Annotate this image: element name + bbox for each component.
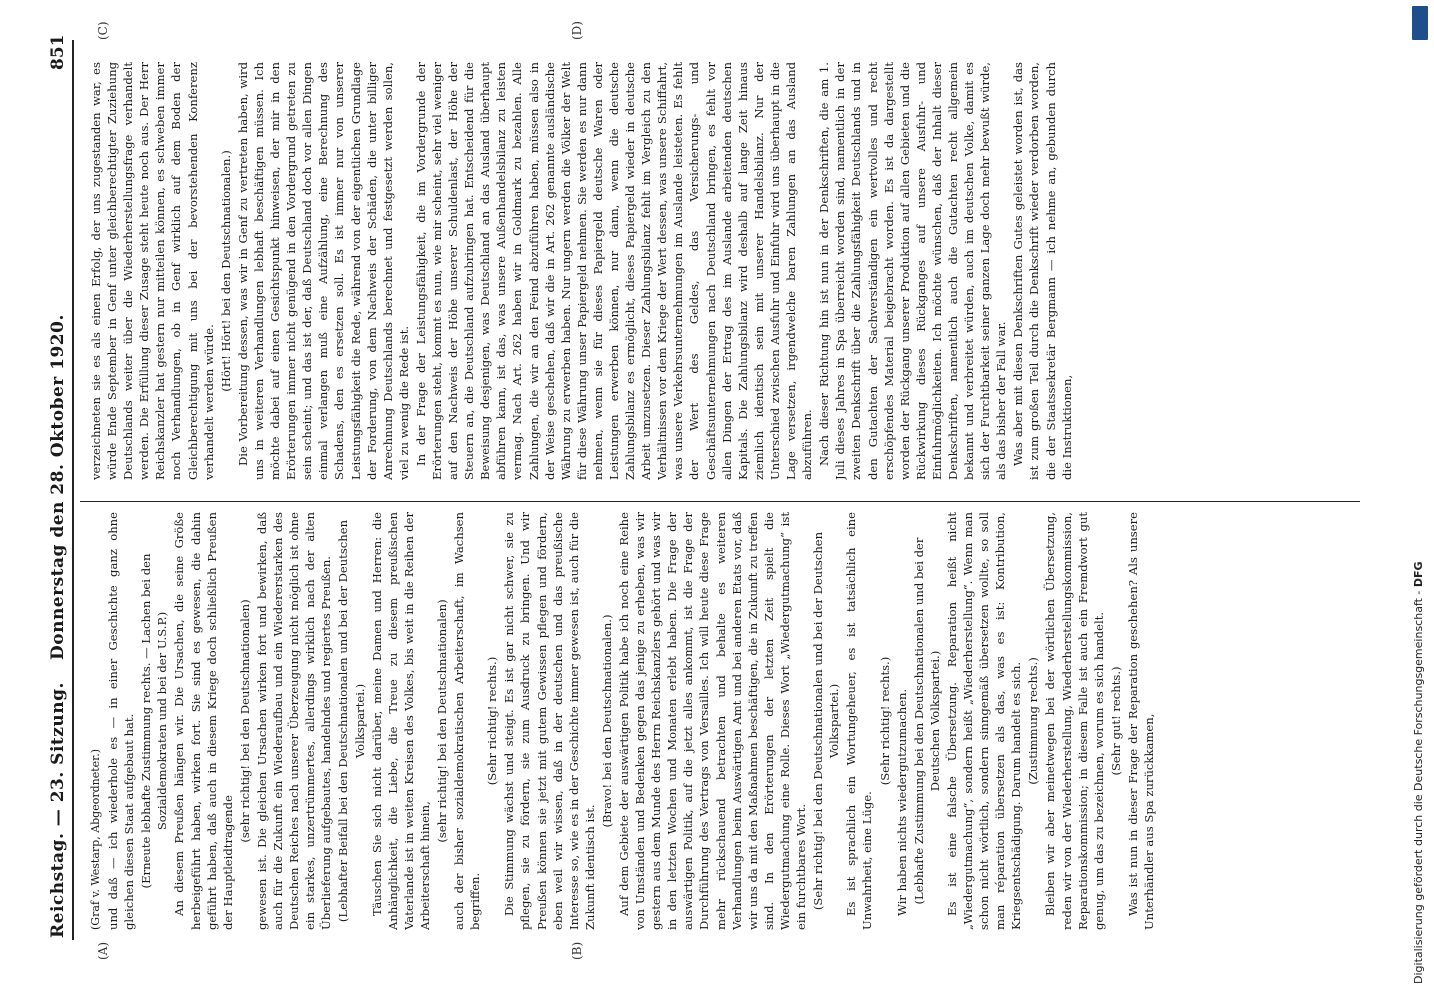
paragraph: und daß — ich wiederhole es — in einer Geschichte ganz ohne gleichen diesen Staat aufgebaut hat. [106,512,137,930]
interjection: (Sehr richtig! bei den Deutschnationalen und bei der Deutschen Volkspartei.) [811,531,842,911]
margin-marker-d: (D) [570,21,584,40]
interjection: (Sehr richtig! rechts.) [877,656,892,786]
left-text-column [88,512,1338,930]
paragraph: In der Frage der Leistungsfähigkeit, die im Vordergrunde der Erörterungen steht, kommt es nun, wie mir scheint, sehr viel weniger auf den Nachweis der Höhe unserer Schuldenlast, der Höhe der Steuern an, die Deutschland aufzubringen hat. Entscheidend für die Beweisung desjenigen, was Deutschland an das Ausland überhaupt abführen kann, ist das, was unsere Außenhandelsbilanz zu leisten vermag. Nach Art. 262 haben wir in Goldmark zu bezahlen. Alle Zahlungen, die wir an den Feind abzuführen haben, müssen also in der Weise geschehen, daß wir die in Art. 262 genannte ausländische Währung zu erwerben haben. Nur ungern werden die Völker der Welt für diese Währung unser Papiergeld nehmen. Sie werden es nur dann nehmen, wenn sie für dieses Papiergeld deutsche Waren oder Leistungen erwerben können, nur dann, wenn die deutsche Zahlungsbilanz es ermöglicht, dieses Papiergeld wieder in deutsche Arbeit umzusetzen. Dieser Zahlungsbilanz fehlt im Vergleich zu den Verhältnissen vor dem Kriege der Wert dessen, was unsere Schiffahrt, was unsere Verkehrsunternehmungen im Auslande leisteten. Es fehlt der Wert des Geldes, das Versicherungs- und Geschäftsunternehmungen nach Deutschland bringen, es fehlt vor allen Dingen der Ertrag des im Auslande arbeitenden deutschen Kapitals. Die Zahlungsbilanz wird deshalb auf lange Zeit hinaus ziemlich identisch sein mit unserer Handelsbilanz. Nur der Unterschied zwischen Ausfuhr und Einfuhr wird uns überhaupt in die Lage versetzen, irgendwelche baren Zahlungen an das Ausland abzuführen. [413,62,815,480]
credit-text: Digitalisierung gefördert durch die Deutsche Forschungsgemeinschaft - [1412,590,1425,984]
interjection: (Lebhafte Zustimmung bei den Deutschnationalen und bei der Deutschen Volkspartei.) [911,537,942,905]
margin-marker-c: (C) [96,21,110,40]
paragraph: (Graf v. Westarp, Abgeordneter.) [89,748,102,930]
paragraph: auch der bisher sozialdemokratischen Arbeiterschaft, im Wachsen begriffen. [452,512,483,930]
column-divider [80,501,1360,502]
interjection: (Zustimmung rechts.) [1026,657,1041,785]
interjection: (Lebhafter Beifall bei den Deutschnationalen und bei der Deutschen Volkspartei.) [336,519,367,923]
header-session: Reichstag. — 23. Sitzung. [48,682,68,938]
page-header [48,0,70,1000]
paragraph: Es ist eine falsche Übersetzung. Reparation heißt nicht „Wiedergutmachung“, sondern heißt „Wiederherstellung“. Wenn man schon nicht wörtlich, sondern sinngemäß übersetzen wollte, so soll man réparation übersetzen als das, was es ist: Kontribution, Kriegsentschädigung. Darum handelt es sich. [944,512,1024,930]
paragraph: An diesem Preußen hängen wir. Die Ursachen, die seine Größe herbeigeführt haben, wirken fort. Sie sind es gewesen, die dahin geführt haben, daß auch in diesem Kriege doch schließlich Preußen der Hauptleidtragende [172,512,235,930]
margin-marker-a: (A) [96,941,110,960]
digitization-credit [1410,14,1428,984]
credit-logo-text: DFG [1412,561,1425,588]
interjection: (Erneute lebhafte Zustimmung rechts. — Lachen bei den Sozialdemokraten und bei der U.S.P.) [139,553,170,889]
paragraph: Was aber mit diesen Denkschriften Gutes geleistet worden ist, das ist zum großen Teil durch die Denkschrift wieder verdorben worden, die der Staatssekretär Bergmann — ich nehme an, gebunden durch die Instruktionen, [1011,62,1074,480]
interjection: (Hört! Hört! bei den Deutschnationalen.) [218,150,233,392]
paragraph: gewesen ist. Die gleichen Ursachen wirken fort und bewirken, daß auch für die Zukunft ein Wiederaufbau und ein Wiedererstarken des Deutschen Reiches nach unserer Überzeugung nicht möglich ist ohne ein starkes, unzertrümmertes, allerdings wirklich nach der alten Überlieferung aufgebautes, handelndes und regiertes Preußen. [254,512,334,930]
paragraph: Wir haben nichts wiedergutzumachen. [894,688,909,916]
header-date: Donnerstag den 28. Oktober 1920. [48,314,68,660]
page-number: 851 [48,34,68,70]
margin-marker-b: (B) [570,941,584,960]
paragraph: Die Stimmung wächst und steigt. Es ist gar nicht schwer, sie zu pflegen, sie zu fördern, sie zum Ausdruck zu bringen. Und wir Preußen können sie jetzt mit gutem Gewissen pflegen und fördern, eben weil wir wissen, daß in der deutschen und das preußische Interesse so, wie es in der Geschichte immer gewesen ist, auch für die Zukunft identisch ist. [502,512,597,930]
right-text-column [88,62,1338,480]
paragraph: verzeichneten sie es als einen Erfolg, der uns zugestanden war, es würde Ende September in Genf unter gleichberechtigter Zuziehung Deutschlands weiter über die Wiederherstellungsfrage verhandelt werden. Die Erfüllung dieser Zusage steht heute noch aus. Der Herr Reichskanzler hat gestern nur mitteilen können, es schweben immer noch Verhandlungen, ob in Genf wirklich auf dem Boden der Gleichberechtigung mit uns bei der bevorstehenden Konferenz verhandelt werden würde. [89,62,216,480]
interjection: (Sehr gut! rechts.) [1108,666,1123,776]
interjection: (sehr richtig! bei den Deutschnationalen) [237,599,252,843]
paragraph: Täuschen Sie sich nicht darüber, meine Damen und Herren: die Anhänglichkeit, die Liebe, die Treue zu diesem preußischen Vaterlande ist in weiten Kreisen des Volkes, bis weit in die Reihen der Arbeiterschaft hinein, [369,512,432,930]
interjection: (sehr richtig! bei den Deutschnationalen) [434,599,449,843]
paragraph: Was ist nun in dieser Frage der Reparation geschehen? Als unsere Unterhändler aus Spa zurückkamen, [1125,512,1156,930]
paragraph: Bleiben wir aber meinetwegen bei der wörtlichen Übersetzung, reden wir von der Wiederherstellung, Wiederherstellungskommission, Reparationskommission; in diesem Falle ist auch ein Fremdwort gut genug, um das zu bezeichnen, worum es sich handelt. [1043,512,1106,930]
paragraph: Nach dieser Richtung hin ist nun in der Denkschriften, die am 1. Juli dieses Jahres in Spa überreicht worden sind, namentlich in der zweiten Denkschrift über die Zahlungsfähigkeit Deutschlands und in den Gutachten der Sachverständigen ein wertvolles und recht erschöpfendes Material beigebracht worden. Es ist da dargestellt worden der Rückgang unserer Produktion auf allen Gebieten und die Rückwirkung dieses Rückganges auf unsere Ausfuhr- und Einfuhrmöglichkeiten. Ich möchte wünschen, daß der Inhalt dieser Denkschriften, namentlich auch die Gutachten recht allgemein bekannt und verbreitet würden, auch im deutschen Volke, damit es sich der Furchtbarkeit seiner ganzen Lage doch mehr bewußt würde, als das bisher der Fall war. [817,62,1009,480]
paragraph: Die Vorbereitung dessen, was wir in Genf zu vertreten haben, wird uns in weiteren Verhandlungen lebhaft beschäftigen müssen. Ich möchte dabei auf einen Gesichtspunkt hinweisen, der mir in den Erörterungen immer nicht genügend in den Vordergrund getreten zu sein scheint; und das ist der, daß Deutschland doch vor allen Dingen einmal verlangen muß eine Aufzählung, eine Berechnung des Schadens, den es ersetzen soll. Es ist immer nur von unserer Leistungsfähigkeit die Rede, während von der eigentlichen Grundlage der Forderung, von dem Nachweis der Schäden, die unter billiger Anrechnung Deutschlands berechnet und festgesetzt werden sollen, viel zu wenig die Rede ist. [235,62,411,480]
interjection: (Sehr richtig! rechts.) [485,656,500,786]
interjection: (Bravo! bei den Deutschnationalen.) [599,614,614,828]
paragraph: Auf dem Gebiete der auswärtigen Politik habe ich noch eine Reihe von Umständen und Bedenken gegen das jenige zu erheben, was wir gestern aus dem Munde des Herrn Reichskanzlers gehört und was wir in den letzten Wochen und Monaten erlebt haben. Die Frage der auswärtigen Politik, auf die jetzt alles ankommt, ist die Frage der Durchführung des Vertrags von Versailles. Ich will heute diese Frage mehr rückschauend betrachten und behalte es weiteren Verhandlungen beim Auswärtigen Amt und bei anderen Etats vor, daß wir uns da mit den Maßnahmen beschäftigen, die in Zukunft zu treffen sind. In den Erörterungen der letzten Zeit spielt die Wiedergutmachung eine Rolle. Dieses Wort „Wiedergutmachung“ ist ein furchtbares Wort. [617,512,809,930]
header-rule [72,40,74,940]
paragraph: Es ist sprachlich ein Wortungeheuer, es ist tatsächlich eine Unwahrheit, eine Lüge. [844,512,875,930]
